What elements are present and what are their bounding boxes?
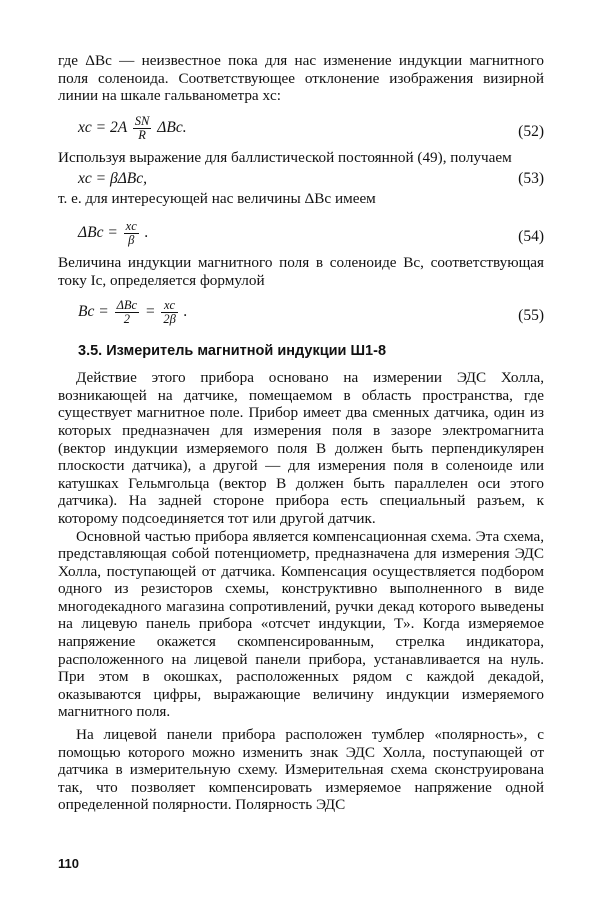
eq55-fraction-2 bbox=[161, 299, 177, 326]
eq55-fraction-1 bbox=[115, 299, 140, 326]
eq55-mid: = bbox=[144, 303, 156, 321]
page-number: 110 bbox=[58, 856, 79, 871]
equation-54 bbox=[58, 208, 544, 254]
eq55-denominator-2: 2β bbox=[163, 312, 176, 327]
eq53-formula: xc = βΔBc, bbox=[78, 170, 148, 188]
eq53-number: (53) bbox=[518, 170, 544, 188]
equation-52 bbox=[58, 105, 544, 147]
eq55-lhs: Bc = bbox=[78, 303, 109, 321]
eq55-denominator-1: 2 bbox=[123, 312, 130, 327]
paragraph-ballistic: Используя выражение для баллистической постоянной (49), получаем bbox=[58, 148, 512, 166]
eq54-numerator: xc bbox=[125, 218, 137, 233]
paragraph-delta: т. е. для интересующей нас величины ΔBc имеем bbox=[58, 190, 376, 208]
paragraph-induction: Величина индукции магнитного поля в соленоиде Bc, соответствующая току Ic, определяется формулой bbox=[58, 253, 544, 289]
eq54-rhs: . bbox=[144, 224, 149, 242]
eq52-denominator: R bbox=[138, 127, 146, 142]
eq55-numerator-1: ΔBc bbox=[116, 298, 138, 313]
eq52-rhs: ΔBc. bbox=[157, 118, 187, 136]
eq52-number: (52) bbox=[518, 122, 544, 140]
equation-55 bbox=[58, 289, 544, 335]
eq55-number: (55) bbox=[518, 307, 544, 325]
paragraph-polarity: На лицевой панели прибора расположен тумблер «полярность», с помощью которого можно изменить знак ЭДС Холла, поступающей от датчика в измерительную схему. Измерительная схема сконструирована так, что позволяет компенсировать измеряемое напряжение одной определенной полярности. Полярность ЭДС bbox=[58, 726, 544, 814]
eq52-fraction bbox=[133, 115, 152, 142]
eq52-numerator: SN bbox=[134, 113, 150, 128]
eq54-denominator: β bbox=[128, 232, 135, 247]
eq55-rhs: . bbox=[183, 303, 188, 321]
paragraph-intro: где ΔBc — неизвестное пока для нас изменение индукции магнитного поля соленоида. Соответствующее отклонение изображения визирной линии на шкале гальванометра xc: bbox=[58, 52, 544, 105]
paragraph-compensation: Основной частью прибора является компенсационная схема. Эта схема, представляющая собой потенциометр, предназначена для измерения ЭДС Холла, поступающей от датчика. Компенсация осуществляется подбором одного из резисторов схемы, конструктивно выполненного в виде многодекадного магазина сопротивлений, ручки декад которого выведены на лицевую панель прибора «отсчет индукции, Т». Когда измеряемое напряжение окажется скомпенсированным, стрелка индикатора, расположенного на лицевой панели прибора, устанавливается на нуль. При этом в окошках, расположенных рядом с каждой декадой, оказываются цифры, выражающие величину индукции измеряемого магнитного поля. bbox=[58, 527, 544, 721]
equation-53 bbox=[58, 166, 544, 190]
eq52-lhs: xc = 2A bbox=[78, 118, 127, 136]
eq54-number: (54) bbox=[518, 227, 544, 245]
section-heading: 3.5. Измеритель магнитной индукции Ш1-8 bbox=[78, 343, 387, 360]
eq55-numerator-2: xc bbox=[161, 299, 177, 313]
eq54-fraction bbox=[124, 220, 139, 247]
paragraph-hall-effect: Действие этого прибора основано на измерении ЭДС Холла, возникающей на датчике, помещаемом в область пространства, где существует магнитное поле. Прибор имеет два сменных датчика, один из которых предназначен для измерения поля в зазоре электромагнита (вектор индукции измеряемого поля B должен быть перпендикулярен плоскости датчика), а другой — для измерения поля в соленоиде или катушках Гельмгольца (вектор B должен быть параллелен оси этого датчика). На задней стороне прибора есть специальный разъем, к которому подсоединяется тот или другой датчик. bbox=[58, 369, 544, 527]
eq54-lhs: ΔBc = bbox=[78, 224, 118, 242]
